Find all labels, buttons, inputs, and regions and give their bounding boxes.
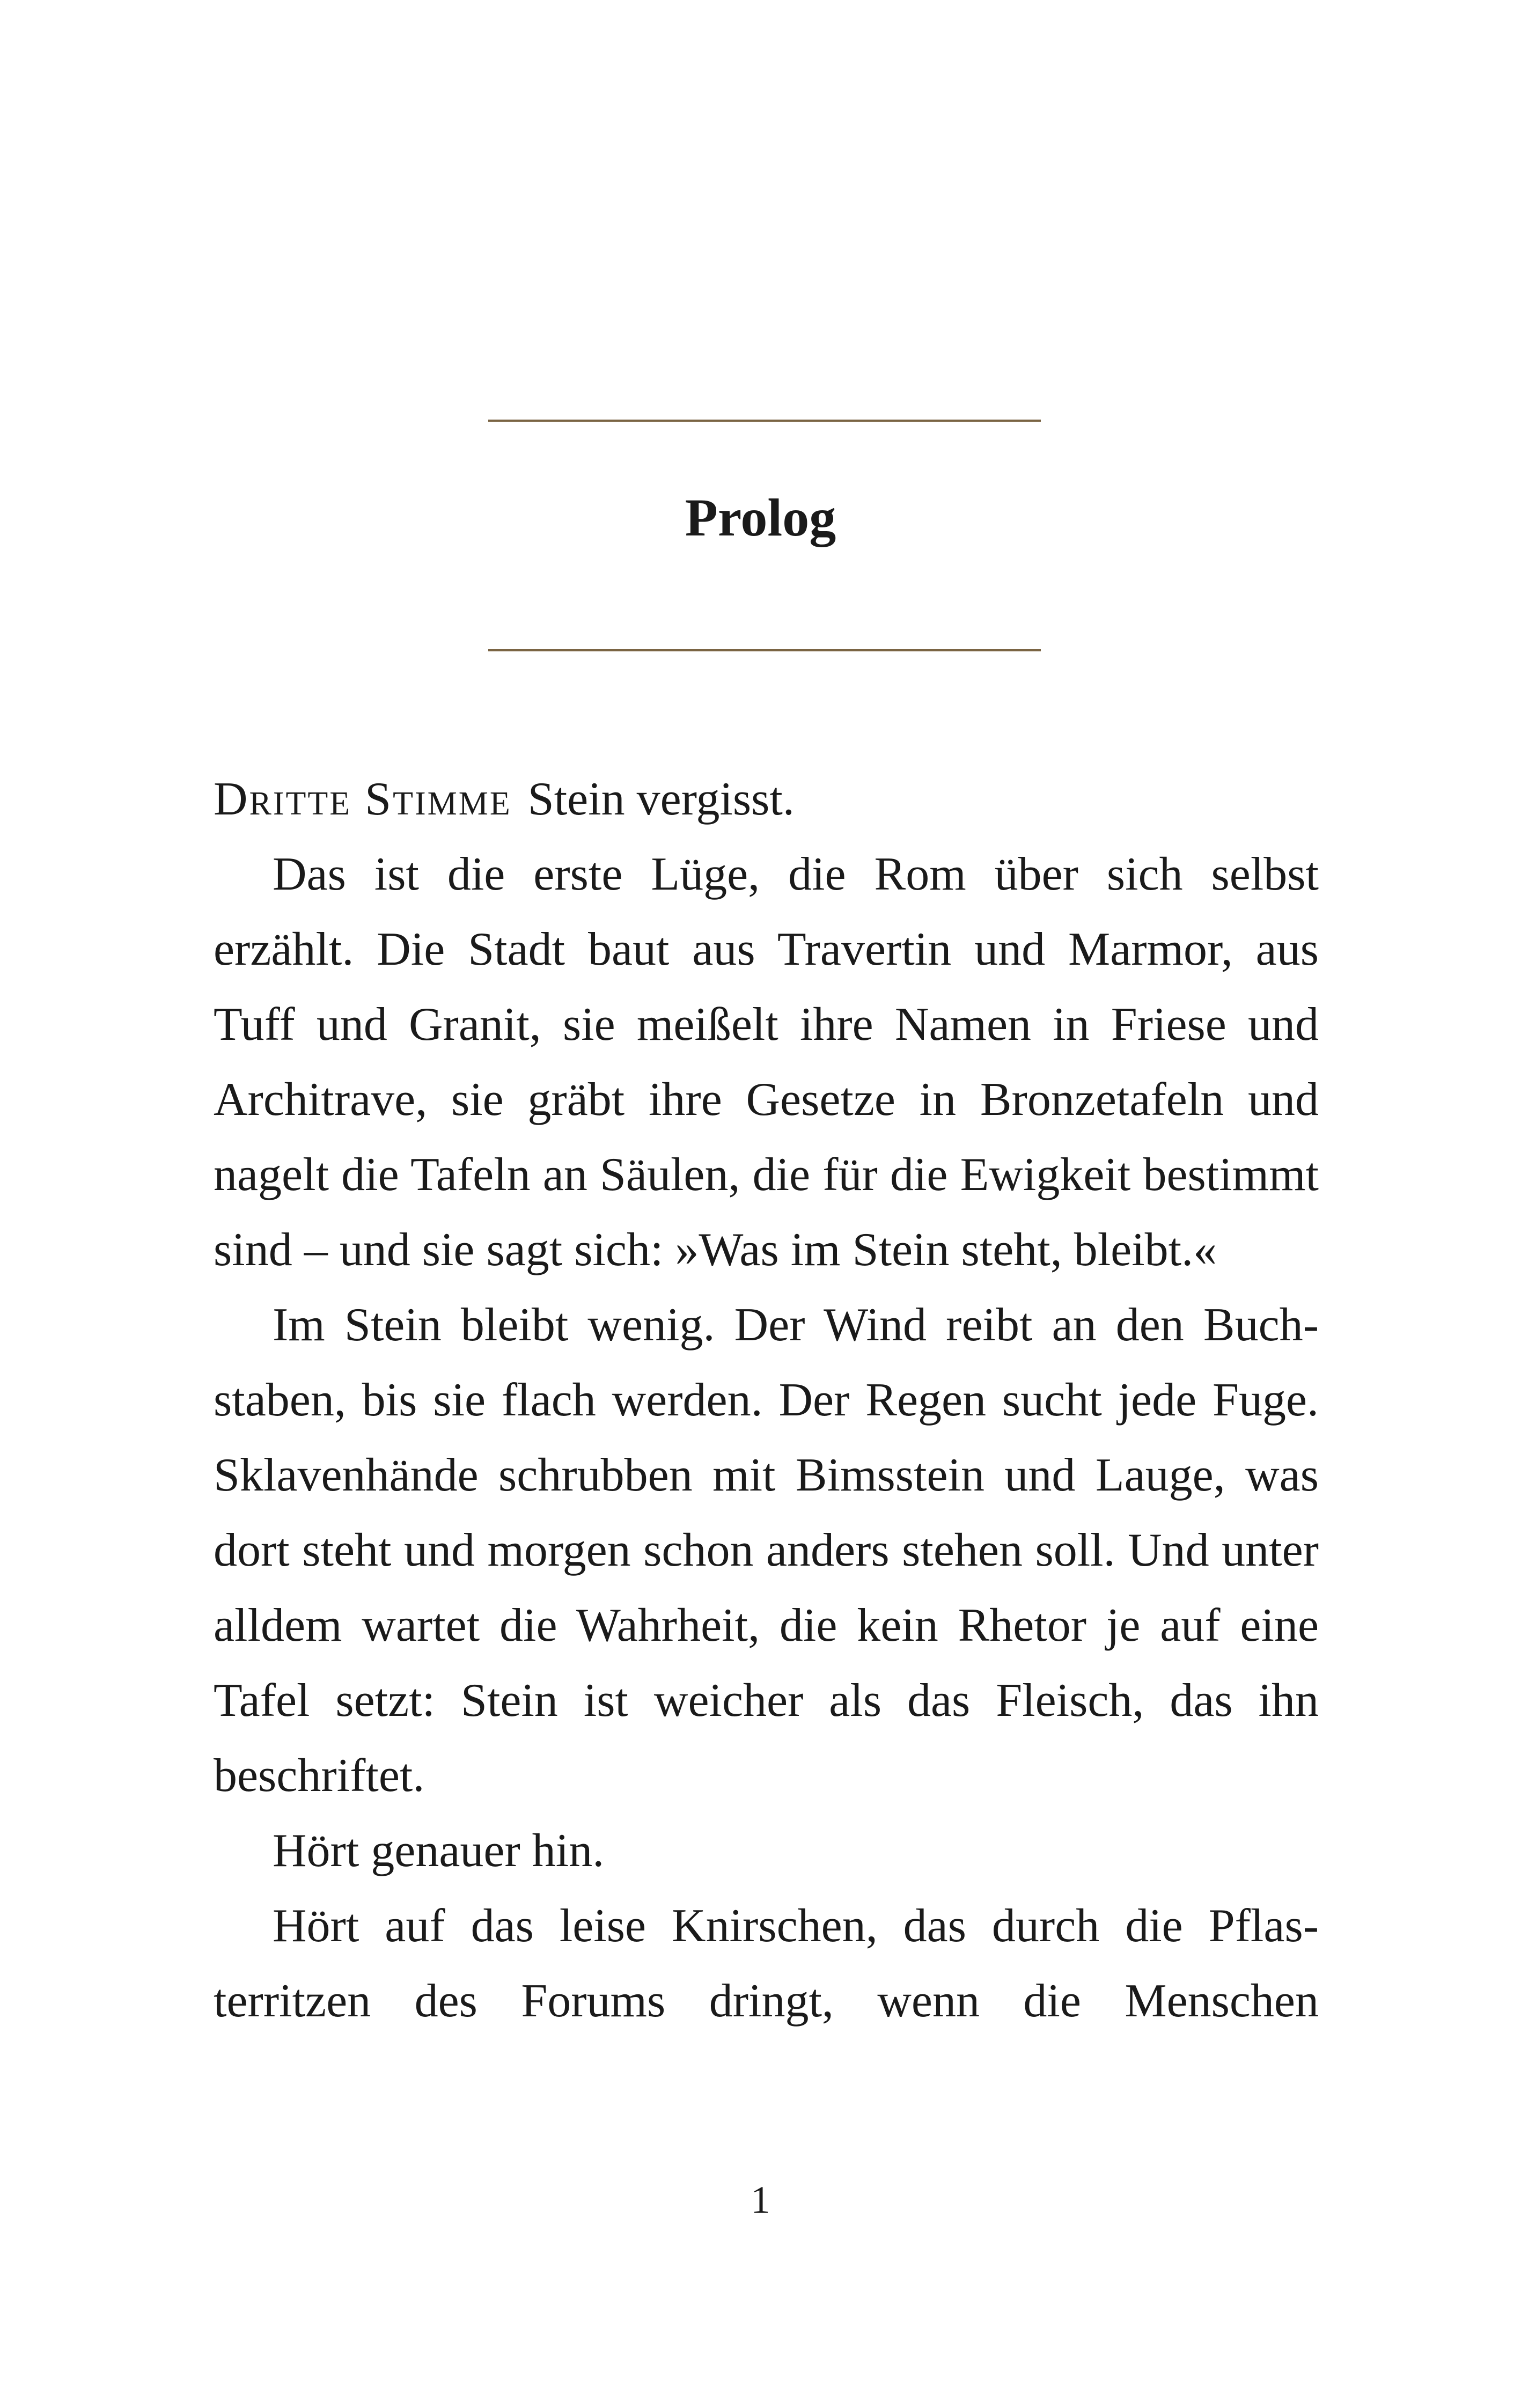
- page-number: 1: [751, 2178, 770, 2221]
- paragraph-2: Das ist die erste Lüge, die Rom über sich selbst erzählt. Die Stadt baut aus Travertin und Marmor, aus Tuff und Granit, sie meißelt ihre Namen in Friese und Architrave, sie gräbt ihre Gesetze in Bronzetafeln und nagelt die Tafeln an Säulen, die für die Ewigkeit bestimmt sind – und sie sagt sich: »Was im Stein steht, bleibt.«: [214, 848, 1319, 1276]
- paragraph-1-text: Stein vergisst.: [527, 773, 795, 825]
- speaker-label: Dritte Stimme: [214, 773, 512, 825]
- chapter-title: Prolog: [685, 488, 836, 547]
- rule-bottom: [488, 649, 1041, 651]
- paragraph-4: Hört genauer hin.: [273, 1825, 605, 1877]
- rule-top: [488, 420, 1041, 422]
- paragraph-1: [214, 762, 1319, 837]
- body-text: [214, 762, 1319, 2039]
- paragraph-3: Im Stein bleibt wenig. Der Wind reibt an den Buchstaben, bis sie flach werden. Der Regen sucht jede Fuge. Sklavenhände schrubben mit Bimsstein und Lauge, was dort steht und morgen schon anders stehen soll. Und unter alldem wartet die Wahrheit, die kein Rhetor je auf eine Tafel setzt: Stein ist weicher als das Fleisch, das ihn beschriftet.: [214, 1299, 1319, 1802]
- paragraph-5: Hört auf das leise Knirschen, das durch die Pflasterritzen des Forums dringt, wenn die Menschen: [214, 1900, 1319, 2027]
